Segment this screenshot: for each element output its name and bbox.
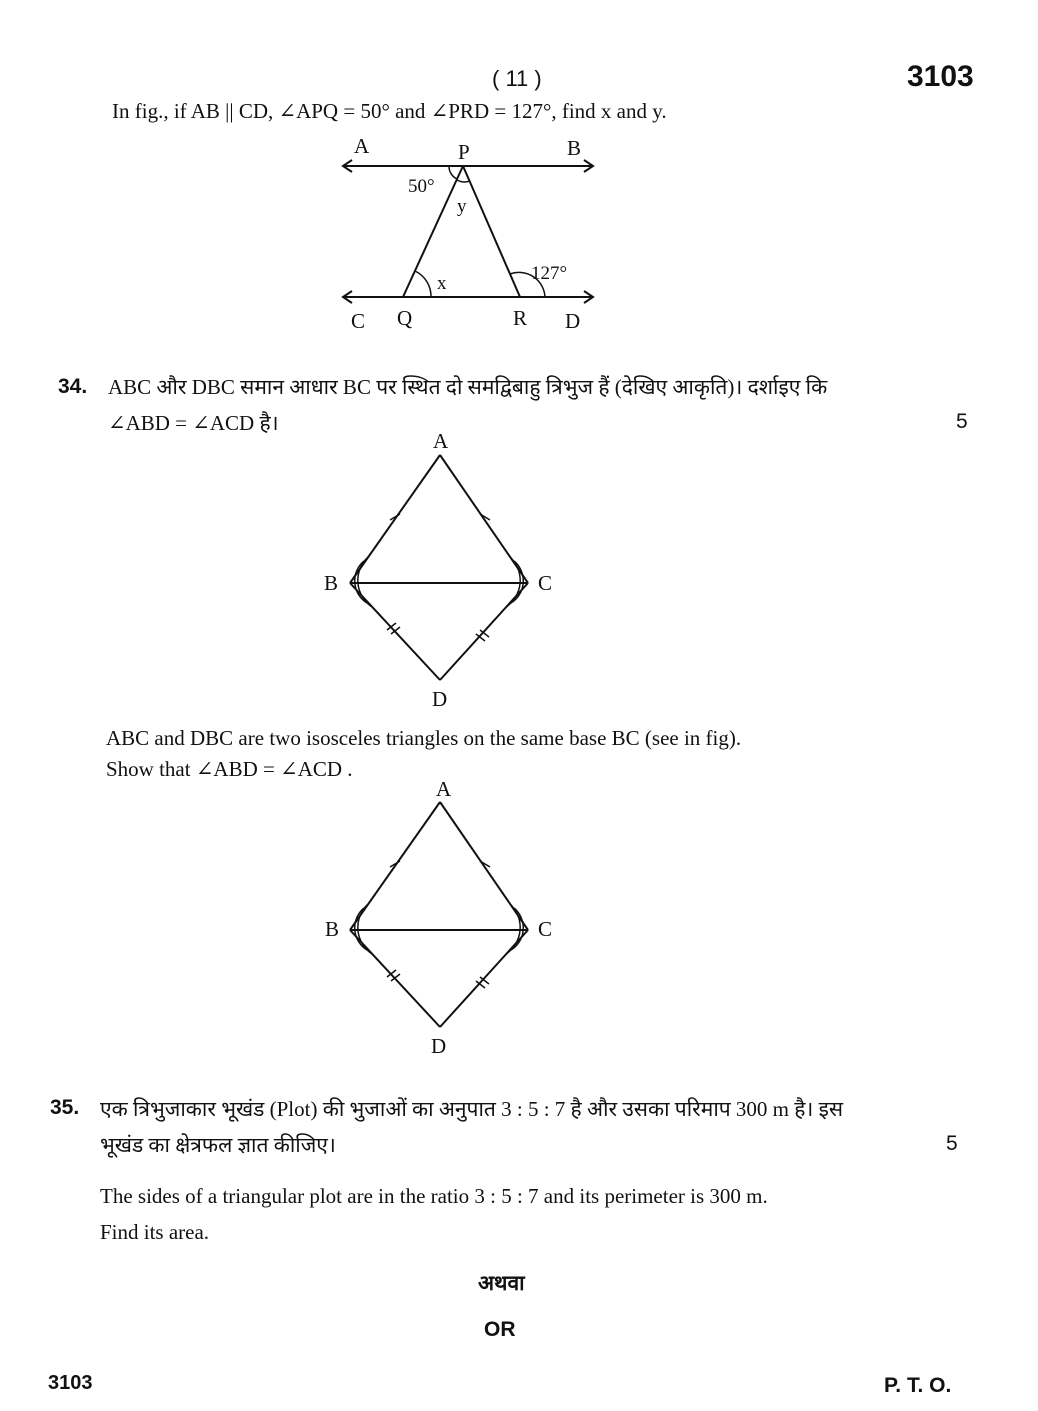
- rhombus2-label-C: C: [538, 917, 553, 941]
- label-D: D: [565, 309, 581, 333]
- question-34-marks: 5: [956, 410, 968, 433]
- paper-code: 3103: [907, 60, 974, 93]
- question-35-hindi-line1: एक त्रिभुजाकार भूखंड (Plot) की भुजाओं का अनुपात 3 : 5 : 7 है और उसका परिमाप 300 m है। इस: [100, 1097, 844, 1121]
- question-34-hindi-line2: ∠ABD = ∠ACD है।: [108, 411, 279, 435]
- question-34-hindi-line1: ABC और DBC समान आधार BC पर स्थित दो समद्विबाहु त्रिभुज हैं (देखिए आकृति)। दर्शाइए कि: [108, 375, 828, 399]
- angle-y: y: [457, 196, 467, 217]
- rhombus2-label-D: D: [431, 1034, 447, 1058]
- question-33-text: In fig., if AB || CD, ∠APQ = 50° and ∠PRD = 127°, find x and y.: [112, 99, 667, 123]
- question-35-number: 35.: [50, 1096, 80, 1119]
- angle-x: x: [437, 273, 447, 294]
- rhombus2-label-A: A: [436, 777, 452, 801]
- rhombus2-label-B: B: [325, 917, 340, 941]
- or-english: OR: [484, 1318, 516, 1341]
- label-P: P: [458, 140, 470, 164]
- question-34-number: 34.: [58, 375, 88, 398]
- label-A: A: [354, 134, 370, 158]
- question-35-english-line1: The sides of a triangular plot are in the ratio 3 : 5 : 7 and its perimeter is 300 m.: [100, 1184, 768, 1208]
- rhombus1-label-B: B: [324, 571, 339, 595]
- question-34-english-line2: Show that ∠ABD = ∠ACD .: [106, 757, 353, 781]
- question-35-marks: 5: [946, 1132, 958, 1155]
- rhombus1-label-D: D: [432, 687, 448, 711]
- angle-prd: 127°: [531, 263, 568, 284]
- label-Q: Q: [397, 306, 413, 330]
- footer-pto: P. T. O.: [884, 1374, 952, 1397]
- page-number: ( 11 ): [492, 66, 542, 91]
- question-35-english-line2: Find its area.: [100, 1220, 210, 1244]
- or-hindi: अथवा: [478, 1271, 525, 1295]
- label-C: C: [351, 309, 366, 333]
- label-R: R: [513, 306, 528, 330]
- label-B: B: [567, 136, 582, 160]
- rhombus1-label-A: A: [433, 429, 449, 453]
- footer-code: 3103: [48, 1372, 93, 1394]
- question-34-english-line1: ABC and DBC are two isosceles triangles on the same base BC (see in fig).: [106, 726, 742, 750]
- rhombus1-label-C: C: [538, 571, 553, 595]
- question-35-hindi-line2: भूखंड का क्षेत्रफल ज्ञात कीजिए।: [100, 1133, 336, 1157]
- angle-apq: 50°: [408, 176, 435, 197]
